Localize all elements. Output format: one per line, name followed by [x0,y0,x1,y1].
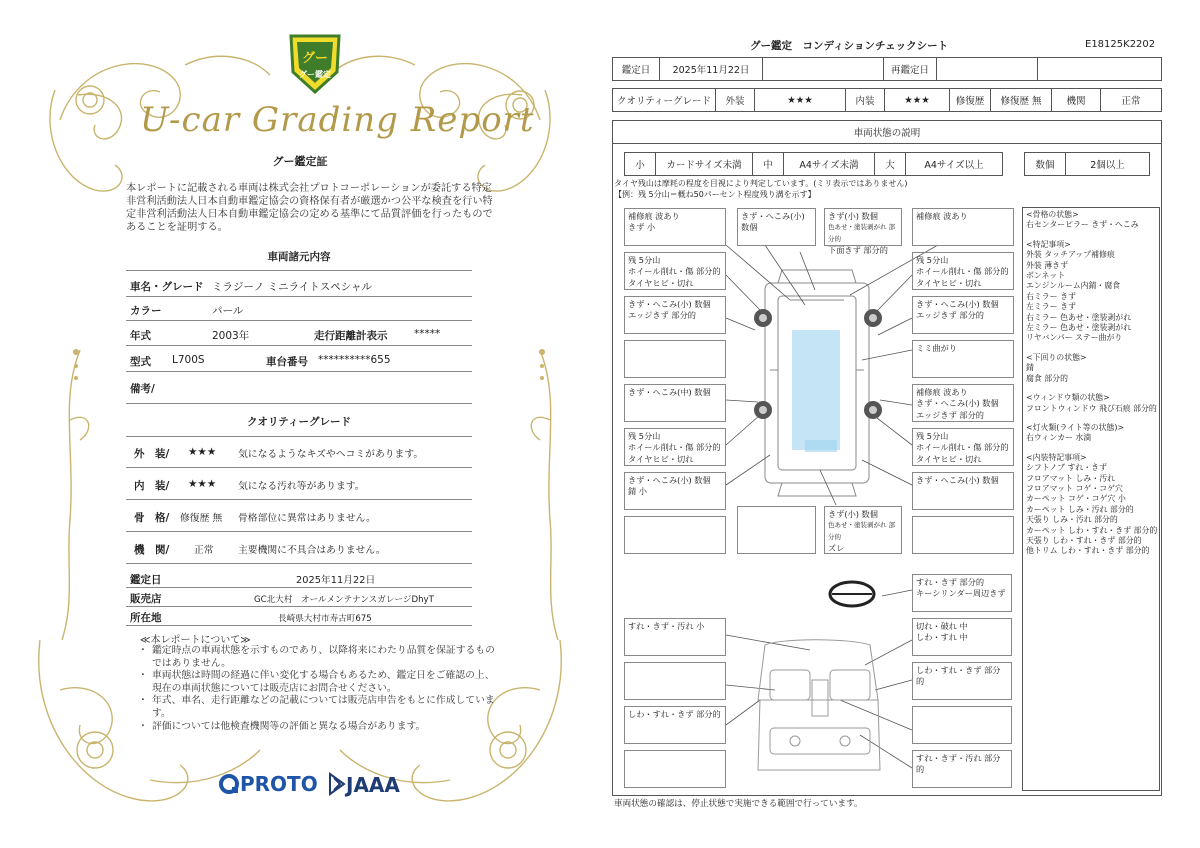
damage-note: きず・へこみ(小) 数個 [737,208,816,246]
divider [126,436,472,437]
value: L700S [172,354,205,366]
list-item: <ウィンドウ類の状態> [1026,393,1110,403]
repair-value: 修復歴 無 [990,88,1052,112]
tire-note: 残 5分山 ホイール削れ・傷 部分的 タイヤヒビ・切れ [624,252,726,290]
size-mid: 中 [752,152,784,176]
value: 2003年 [212,330,250,342]
engine-value: 正常 [1100,88,1162,112]
divider [126,296,472,297]
divider [126,499,472,500]
list-item: リヤバンパー ステー曲がり [1026,333,1123,343]
value: 正常 [194,545,214,556]
stars: ★★★ [188,446,217,458]
condition-details-list [1022,207,1160,791]
goo-kantei-badge-icon [287,32,343,96]
value: ミラジーノ ミニライトスペシャル [212,281,372,293]
list-item: 外装 薄きず [1026,260,1068,270]
list-item: 天張り しみ・汚れ 部分的 [1026,515,1118,525]
damage-note: 補修痕 波あり [912,208,1014,246]
list-item: 右センターピラー きず・へこみ [1026,220,1139,230]
value: 修復歴 無 [180,513,223,524]
interior-note [624,750,726,788]
value: 気になるようなキズやヘコミがあります。 [238,449,424,460]
sheet-id: E18125K2202 [1085,39,1156,50]
jaaa-text: JAAA [346,773,400,797]
certificate-intro: 本レポートに記載される車両は株式会社プロトコーポレーションが委託する特定非営利活動法人日本自動車鑑定協会の資格保有者が厳選かつ公平な検査を行い特定非営利活動法人日本自動車鑑定協会の定める基準にて品質評価を行ったものであることを証明する。 [126,183,493,233]
damage-note: きず・へこみ(小) 数個 [912,472,1014,510]
list-item: 天張り しわ・すれ・きず 部分的 [1026,535,1142,545]
interior-note: しわ・すれ・きず 部分的 [624,706,726,744]
list-item: シフトノブ すれ・きず [1026,463,1107,473]
label: 走行距離計表示 [314,330,388,342]
label: 型式 [130,356,151,368]
steering-wheel-icon [830,582,874,606]
value: 2025年11月22日 [296,575,376,586]
label: 外 装/ [134,448,170,460]
list-item: 外装 タッチアップ補修痕 [1026,250,1115,260]
divider [126,587,472,588]
damage-note [624,516,726,554]
list-item: 右ミラー きず [1026,291,1076,301]
proto-logo [218,772,318,800]
interior-note [624,662,726,700]
list-item: <骨格の状態> [1026,210,1079,219]
value: GC北大村 オールメンテナンスガレージDhyT [254,595,434,605]
divider [126,531,472,532]
list-item: <下回りの状態> [1026,352,1087,362]
divider [126,606,472,607]
note-line: きず(小) 数個 [828,509,878,519]
value: **********655 [318,354,391,366]
list-item: 他トリム しわ・すれ・きず 部分的 [1026,546,1150,556]
list-item: 腐食 部分的 [1026,373,1068,383]
divider [126,563,472,564]
badge-goo-mark: グー [301,51,329,66]
count-desc: 2個以上 [1065,152,1150,176]
divider [126,403,472,404]
label: 販売店 [130,593,162,605]
size-large: 大 [874,152,906,176]
spacer [1026,414,1156,423]
engine-label: 機関 [1051,88,1101,112]
list-item: 右ミラー 色あせ・塗装剥がれ [1026,312,1132,322]
list-item: ・ 鑑定時点の車両状態を示すものであり、以降将来にわたり品質を保証するものではありません。 [140,645,500,670]
size-small: 小 [624,152,656,176]
damage-note [912,516,1014,554]
divider [126,625,472,626]
grade-label: クオリティーグレード [612,88,716,112]
damage-note: ミミ曲がり [912,340,1014,378]
spacer [1026,444,1156,453]
value: パール [212,305,244,317]
badge-label: グー鑑定 [299,70,331,79]
label: 年式 [130,330,151,342]
notes-list [140,645,500,733]
repair-label: 修復歴 [949,88,991,112]
jaaa-mark-icon [328,772,346,796]
value: 骨格部位に異常はありません。 [238,513,376,524]
damage-note: きず・へこみ(小) 数個 錆 小 [624,472,726,510]
list-item: エンジンルーム内錆・腐食 [1026,281,1121,291]
quality-heading: クオリティーグレード [247,416,351,428]
list-item: フロアマット コゲ・コゲ穴 [1026,483,1123,493]
int-label: 内装 [845,88,885,112]
interior-diagram [758,640,880,770]
tire-note: 残 5分山 ホイール削れ・傷 部分的 タイヤヒビ・切れ [912,252,1014,290]
interior-note: すれ・きず・汚れ 部分的 [912,750,1012,788]
divider [126,467,472,468]
list-item: フロントウィンドウ 飛び石痕 部分的 [1026,403,1157,413]
label: 骨 格/ [134,512,170,524]
interior-note: しわ・すれ・きず 部分的 [912,662,1012,700]
spacer [1026,344,1156,353]
list-item: <灯火類(ライト等の状態)> [1026,422,1125,432]
list-item: カーペット しわ・すれ・きず 部分的 [1026,525,1158,535]
note-line: 色あせ・塗装剥がれ 部分的 [828,521,896,541]
list-item: フロアマット しみ・汚れ [1026,473,1115,483]
tire-note: 残 5分山 ホイール削れ・傷 部分的 タイヤヒビ・切れ [624,428,726,466]
list-item: 錆 [1026,363,1034,373]
interior-note [912,706,1012,744]
legend-line: タイヤ残山は摩耗の程度を目視により判定しています。(ミリ表示ではありません) [614,179,908,188]
divider [126,270,472,271]
list-item: ・ 車両状態は時間の経過に伴い変化する場合もあるため、鑑定日をご確認の上、現在の車両状態については販売店にお問合せください。 [140,670,500,695]
size-small-desc: カードサイズ未満 [655,152,753,176]
spacer [1026,384,1156,393]
list-item: カーペット コゲ・コゲ穴 小 [1026,494,1126,504]
section-title: 車両状態の説明 [612,120,1162,144]
note-line: きず(小) 数個 [828,211,878,221]
ext-value: ★★★ [754,88,846,112]
date-value: 2025年11月22日 [659,57,763,81]
note-line: 色あせ・塗装剥がれ 部分的 [828,223,896,243]
value: ***** [414,328,441,340]
divider [126,371,472,372]
certificate-subtitle: グー鑑定証 [272,155,328,168]
note-line: ズレ [828,543,845,554]
proto-text: PROTO [240,772,318,796]
label: 所在地 [130,612,162,624]
list-item: 左ミラー きず [1026,302,1076,312]
tire-note: 残 5分山 ホイール削れ・傷 部分的 タイヤヒビ・切れ [912,428,1014,466]
sheet-title: グー鑑定 コンディションチェックシート [750,40,949,52]
label: 機 関/ [134,544,170,556]
proto-mark-icon [218,773,240,795]
list-item: ・ 評価については他検査機関等の評価と異なる場合があります。 [140,721,500,734]
legend-line: 【例：残 5分山＝概ね50パーセント程度残り溝を示す】 [614,190,816,199]
interior-note: すれ・きず・汚れ 小 [624,618,726,656]
jaaa-logo [328,772,400,800]
damage-note [624,340,726,378]
date-label: 鑑定日 [612,57,660,81]
label: 車名・グレード [130,281,204,293]
spec-heading: 車両諸元内容 [267,251,331,263]
damage-note: きず・へこみ(小) 数個 エッジきず 部分的 [912,296,1014,334]
value: 気になる汚れ等があります。 [238,481,365,492]
damage-note: きず・へこみ(小) 数個 エッジきず 部分的 [624,296,726,334]
interior-note: 切れ・破れ 中 しわ・すれ 中 [912,618,1012,656]
list-item: 左ミラー 色あせ・塗装剥がれ [1026,323,1132,333]
ext-label: 外装 [715,88,755,112]
spacer [1026,231,1156,240]
notes-heading: ≪本レポートについて≫ [140,635,251,646]
damage-note: 補修痕 波あり きず 小 [624,208,726,246]
list-item: 右ウィンカー 水滴 [1026,433,1092,443]
label: 車台番号 [266,356,308,368]
list-item: <特記事項> [1026,239,1071,249]
note-line: 下面きず 部分的 [828,245,888,256]
interior-note: すれ・きず 部分的 キーシリンダー周辺きず [912,574,1012,612]
sheet-footer: 車両状態の確認は、停止状態で実施できる範囲で行っています。 [614,799,863,809]
condition-check-sheet [600,0,1200,848]
report-title: U-car Grading Report [140,100,535,140]
int-value: ★★★ [884,88,950,112]
size-mid-desc: A4サイズ未満 [783,152,875,176]
damage-note [824,208,902,256]
label: カラー [130,305,162,317]
rear-glass [805,440,837,452]
value: 長崎県大村市寿古町675 [278,614,372,624]
divider [126,320,472,321]
size-large-desc: A4サイズ以上 [905,152,1003,176]
damage-note: きず・へこみ(中) 数個 [624,384,726,422]
cabin-glass [792,330,840,450]
redate-label: 再鑑定日 [883,57,937,81]
label: 鑑定日 [130,574,162,586]
count-label: 数個 [1024,152,1066,176]
list-item: <内装特記事項> [1026,452,1087,462]
damage-note [737,506,816,554]
damage-note: 補修痕 波あり きず・へこみ(小) 数個 エッジきず 部分的 [912,384,1014,422]
list-item: ボンネット [1026,271,1066,281]
list-item: カーペット しみ・汚れ 部分的 [1026,504,1134,514]
value: 主要機関に不具合はありません。 [238,545,386,556]
stars: ★★★ [188,478,217,490]
list-item: ・ 年式、車名、走行距離などの記載については販売店申告をもとに作成しています。 [140,695,500,720]
damage-note [824,506,902,554]
divider [126,345,472,346]
label: 備考/ [130,383,155,395]
label: 内 装/ [134,480,170,492]
